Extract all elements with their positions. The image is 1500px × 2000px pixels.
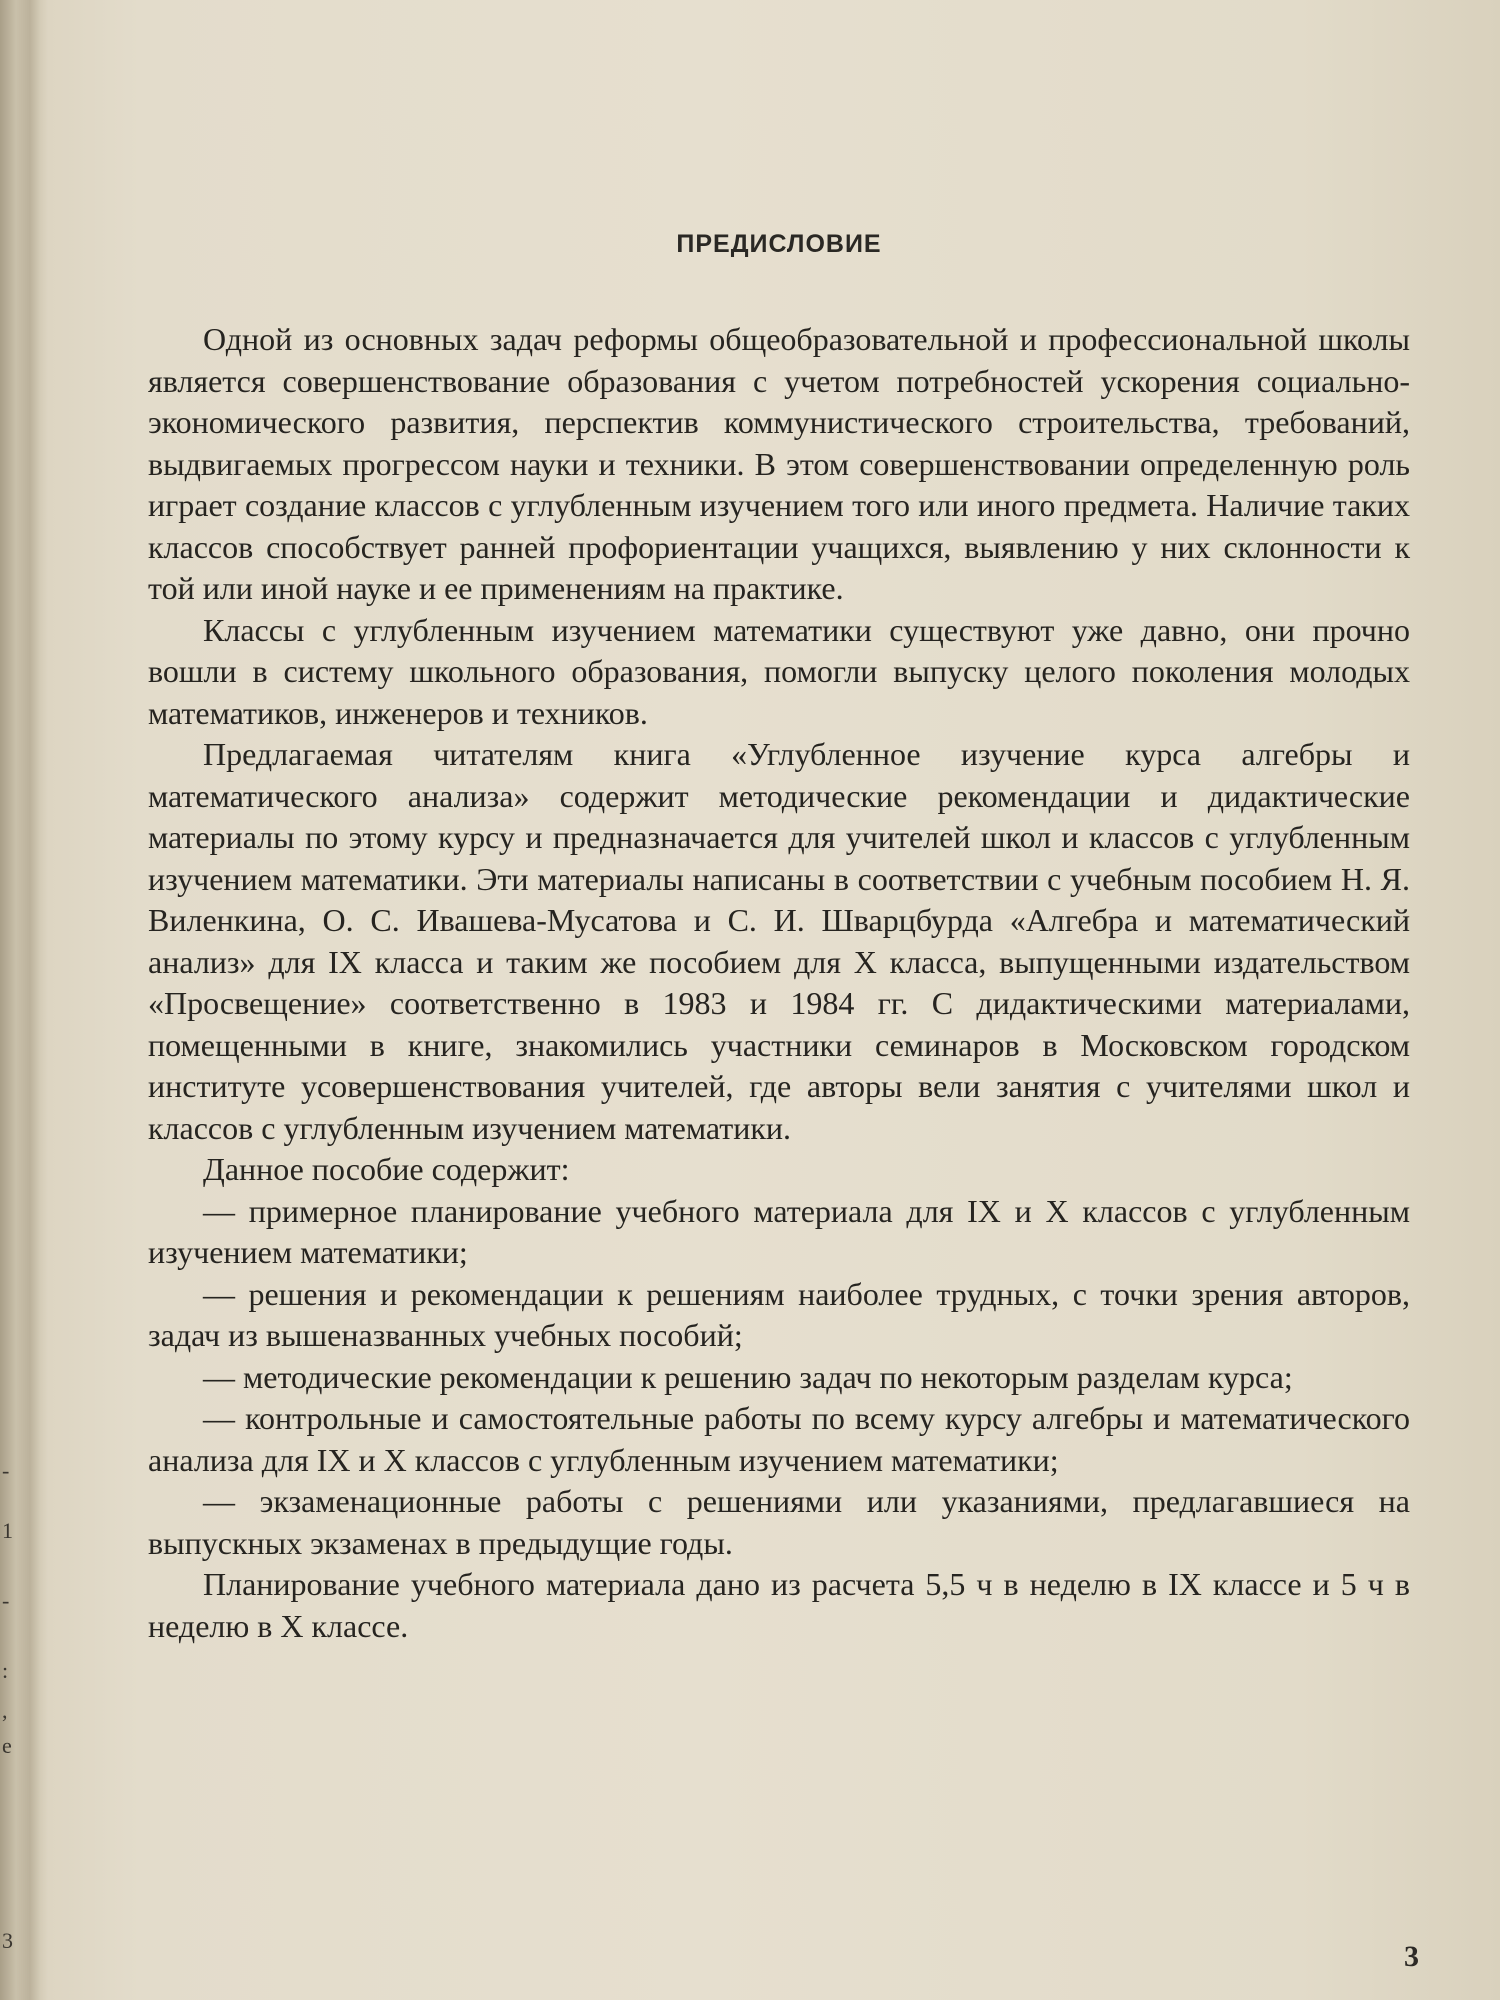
page-number: 3 (1404, 1940, 1419, 1973)
left-margin-mark: : (2, 1658, 9, 1683)
page-title: ПРЕДИСЛОВИЕ (676, 230, 882, 258)
book-page (148, 230, 1410, 1647)
left-margin-mark: е (2, 1733, 12, 1758)
list-item-exams: — экзаменационные работы с решениями или указаниями, предлагавшиеся на выпускных экзаменах в предыдущие годы. (148, 1483, 1410, 1561)
left-margin-mark: , (2, 1698, 8, 1723)
list-item-planning: — примерное планирование учебного материала для IX и X классов с углубленным изучением математики; (148, 1192, 1410, 1270)
list-item-methods: — методические рекомендации к решению задач по некоторым разделам курса; (203, 1358, 1293, 1395)
paragraph-book: Предлагаемая читателям книга «Углубленное изучение курса алгебры и математического анализа» содержит методические рекомендации и дидактические материалы по этому курсу и предназначается для учителей школ и классов с углубленным изучением математики. Эти материалы написаны в соответствии с учебным пособием Н. Я. Виленкина, О. С. Ивашева-Мусатова и С. И. Шварцбурда «Алгебра и математический анализ» для IX класса и таким же пособием для X класса, выпущенными издательством «Просвещение» соответственно в 1983 и 1984 гг. С дидактическими материалами, помещенными в книге, знакомились участники семинаров в Московском городском институте усовершенствования учителей, где авторы вели занятия с учителями школ и классов с углубленным изучением математики. (148, 736, 1410, 1146)
left-margin-mark: - (2, 1458, 10, 1483)
paragraph-contents-heading: Данное пособие содержит: (203, 1151, 570, 1187)
left-margin-mark: 3 (2, 1928, 13, 1953)
list-item-solutions: — решения и рекомендации к решениям наиболее трудных, с точки зрения авторов, задач из вышеназванных учебных пособий; (148, 1275, 1410, 1353)
paragraph-schedule: Планирование учебного материала дано из расчета 5,5 ч в неделю в IX классе и 5 ч в неделю в X классе. (148, 1566, 1410, 1644)
list-item-tests: — контрольные и самостоятельные работы по всему курсу алгебры и математического анализа для IX и X классов с углубленным изучением математики; (148, 1400, 1410, 1478)
left-margin-mark: - (2, 1588, 10, 1613)
paragraph-intro: Одной из основных задач реформы общеобразовательной и профессиональной школы является совершенствование образования с учетом потребностей ускорения социально-экономического развития, перспектив коммунистического строительства, требований, выдвигаемых прогрессом науки и техники. В этом совершенствовании определенную роль играет создание классов с углубленным изучением того или иного предмета. Наличие таких классов способствует ранней профориентации учащихся, выявлению у них склонности к той или иной науке и ее применениям на практике. (148, 321, 1410, 606)
paragraph-classes: Классы с углубленным изучением математики существуют уже давно, они прочно вошли в систему школьного образования, помогли выпуску целого поколения молодых математиков, инженеров и техников. (148, 611, 1410, 731)
left-margin-mark: 1 (2, 1518, 13, 1543)
